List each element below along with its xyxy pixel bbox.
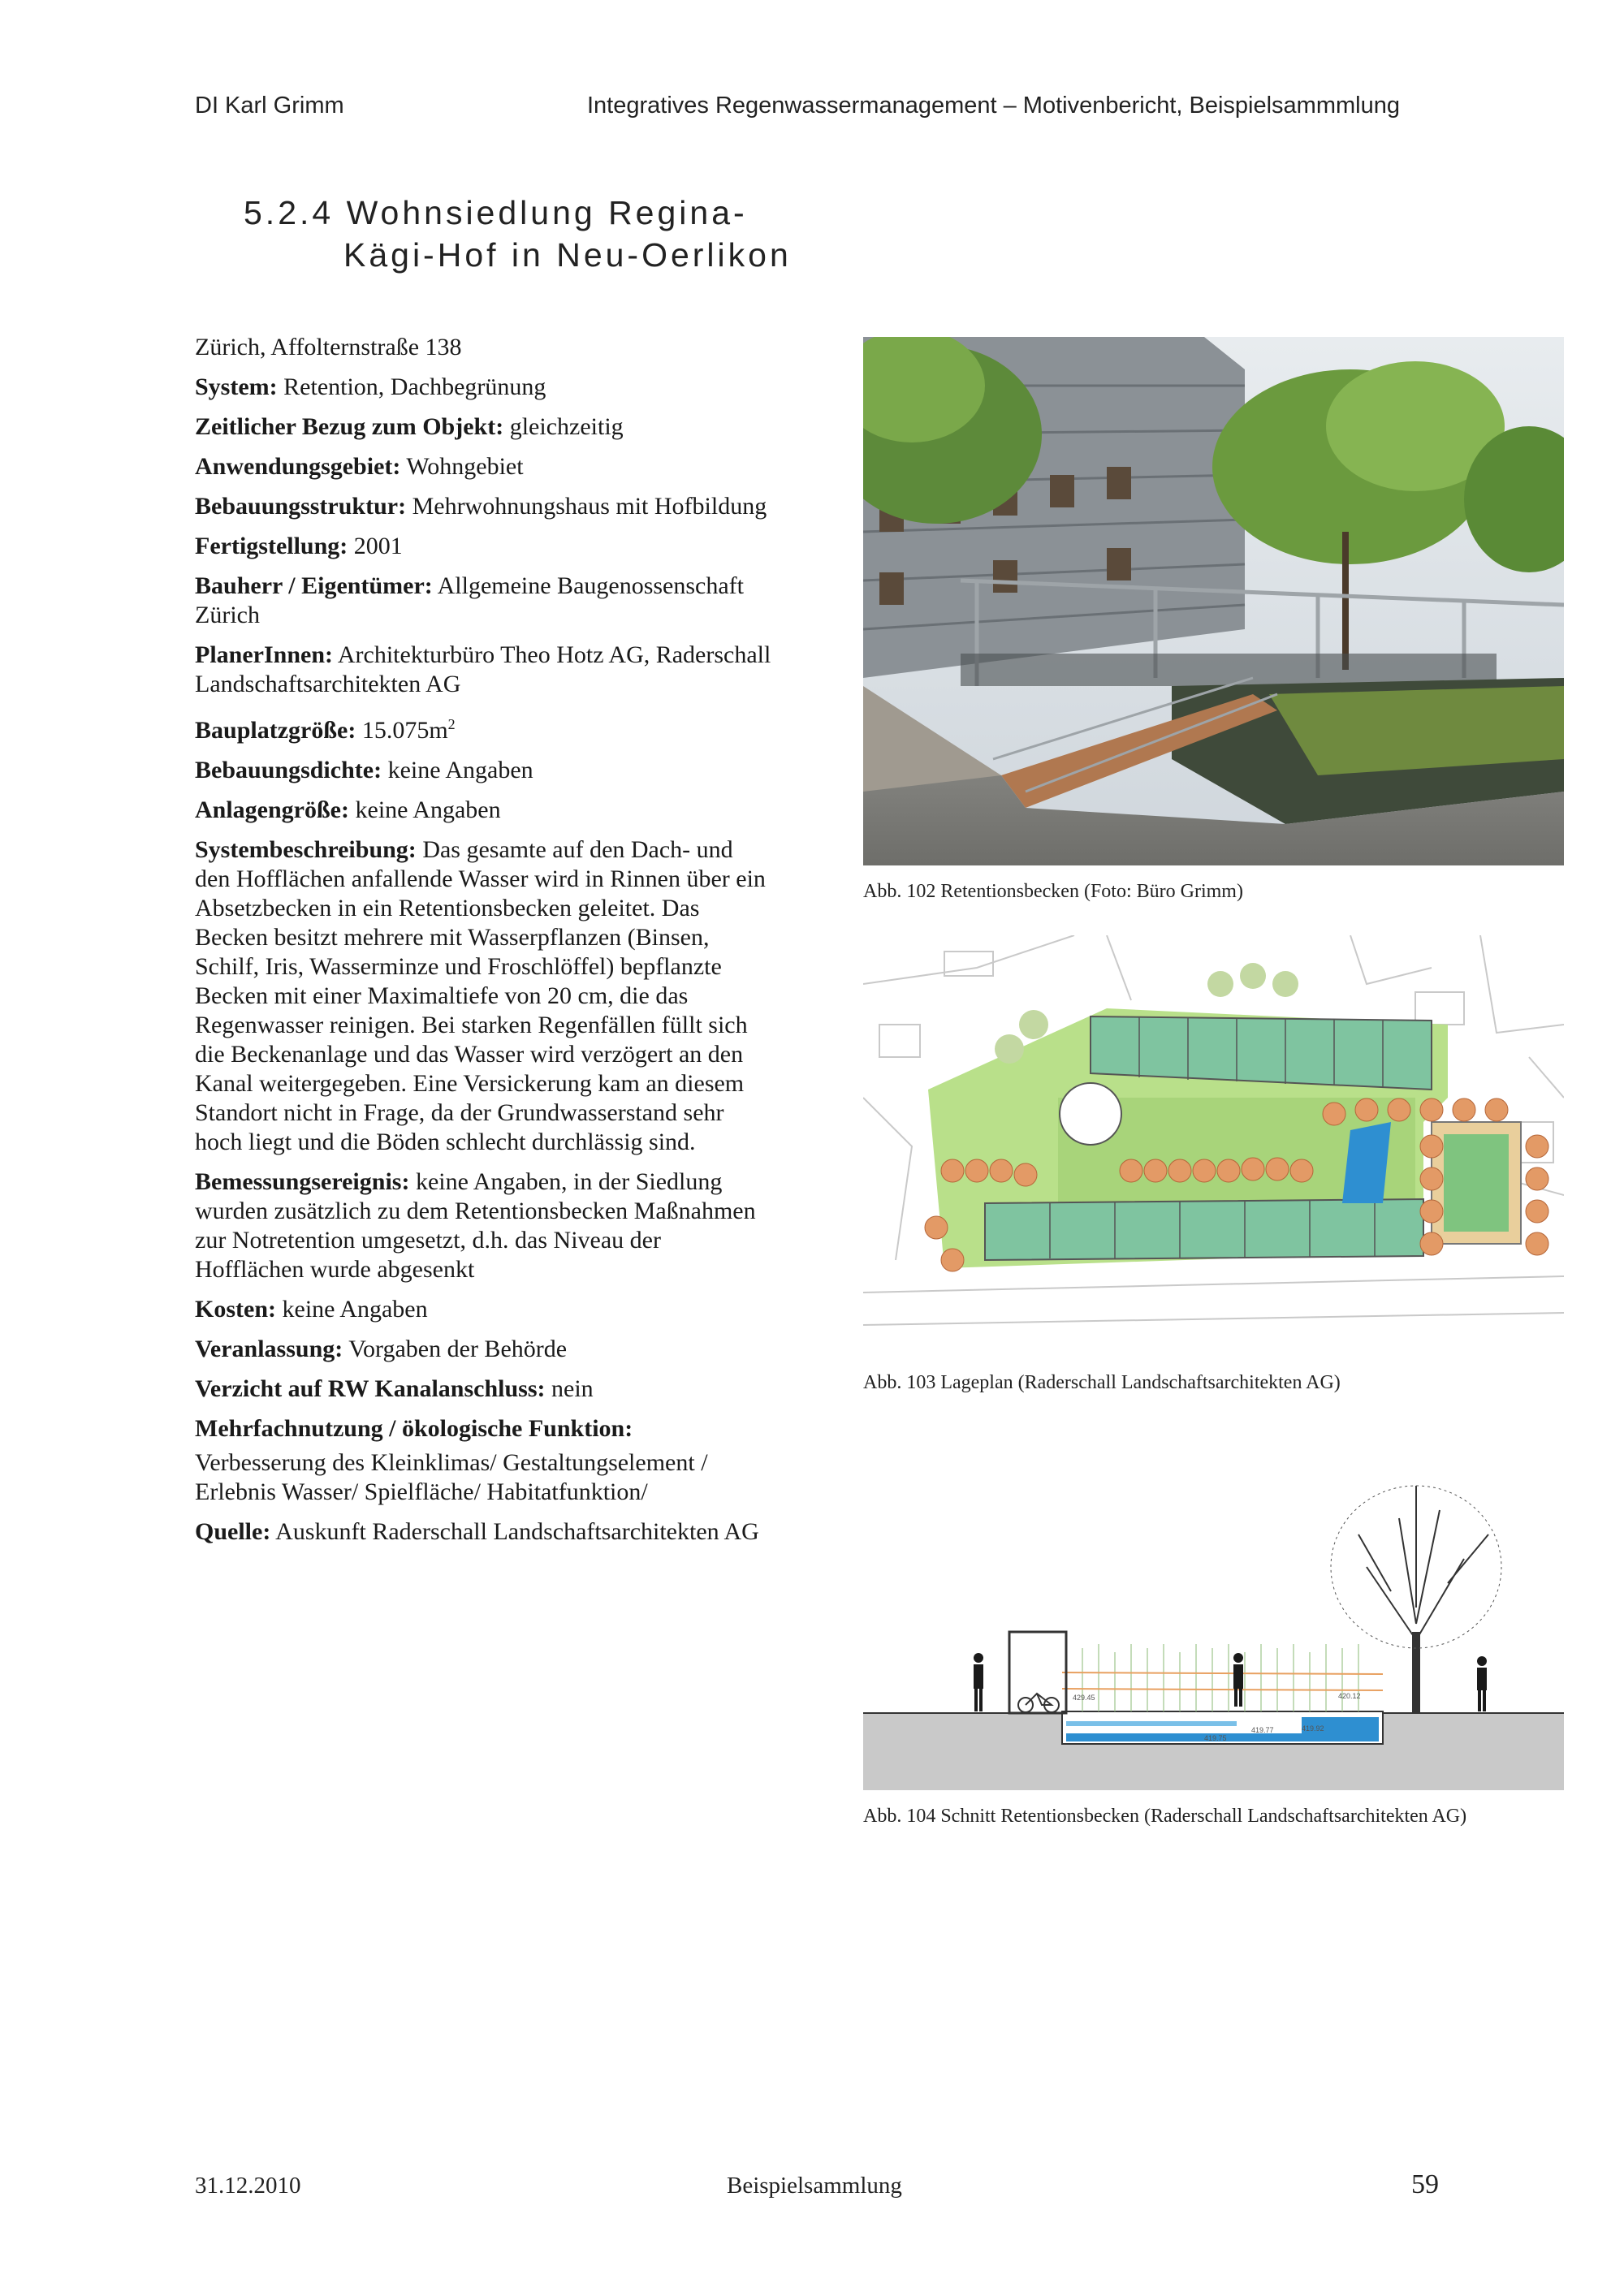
level-label: 419.92 [1302,1724,1324,1733]
anlage-label: Anlagengröße: [195,796,349,823]
verzicht-label: Verzicht auf RW Kanalanschluss: [195,1375,546,1402]
beschr-row [195,835,771,1157]
gebiet-value: Wohngebiet [406,453,524,480]
fertig-row [195,532,771,561]
page-number: 59 [1411,2169,1439,2199]
kosten-row [195,1295,771,1324]
system-row [195,373,771,402]
dichte-value: keine Angaben [387,757,533,783]
gebiet-label: Anwendungsgebiet: [195,453,401,480]
bezug-label: Zeitlicher Bezug zum Objekt: [195,413,504,440]
anlage-row [195,796,771,825]
level-label: 419.75 [1204,1734,1227,1742]
mehrfach-label: Mehrfachnutzung / ökologische Funktion: [195,1415,633,1442]
planer-label: PlanerInnen: [195,641,334,668]
header-doc-title: Integratives Regenwassermanagement – Motivenbericht, Beispielsammmlung [587,93,1400,119]
beschr-value: Das gesamte auf den Dach- und den Hofflächen anfallende Wasser wird in Rinnen über ein Absetzbecken in ein Retentionsbecken geleitet. Das Becken besitzt mehrere mit Wasserpflanzen (Binsen, Schilf, Iris, Wasserminze und Froschlöffel) bepflanzte Becken mit einer Maximaltiefe von 20 cm, die das Regenwasser reinigen. Bei starken Regenfällen füllt sich die Beckenanlage und das Wasser wird verzögert an den Kanal weitergegeben. Eine Versickerung kam an diesem Standort nicht in Frage, da der Grundwasserstand sehr hoch liegt und die Böden schlecht durchlässig sind. [195,836,766,1155]
fertig-label: Fertigstellung: [195,533,348,559]
footer-date: 31.12.2010 [195,2173,301,2199]
mehrfach-row [195,1414,771,1444]
kosten-label: Kosten: [195,1296,276,1323]
anlage-value: keine Angaben [355,796,501,823]
bezug-row [195,412,771,442]
veranl-value: Vorgaben der Behörde [348,1336,568,1362]
fertig-value: 2001 [353,533,403,559]
beschr-label: Systembeschreibung: [195,836,417,863]
kosten-value: keine Angaben [282,1296,428,1323]
basin-section-art [863,1470,1564,1790]
basin-section [863,1470,1564,1790]
planer-value: Architekturbüro Theo Hotz AG, Raderschall Landschaftsarchitekten AG [195,641,771,697]
struktur-row [195,492,771,521]
level-label: 429.45 [1073,1694,1095,1702]
bemess-row [195,1167,771,1284]
section-title-line2: Kägi-Hof in Neu-Oerlikon [343,236,792,274]
bezug-value: gleichzeitig [509,413,624,440]
planer-row [195,641,771,699]
platz-value: 15.075m [361,717,448,744]
platz-sup: 2 [447,716,456,732]
mehrfach-value: Verbesserung des Kleinklimas/ Gestaltungselement / Erlebnis Wasser/ Spielfläche/ Habitatfunktion/ [195,1449,708,1505]
dichte-row [195,756,771,785]
site-plan-art [863,935,1564,1356]
dichte-label: Bebauungsdichte: [195,757,382,783]
site-plan [863,935,1564,1356]
veranl-label: Veranlassung: [195,1336,343,1362]
struktur-value: Mehrwohnungshaus mit Hofbildung [412,493,767,520]
retention-basin-photo [863,337,1564,865]
quelle-value: Auskunft Raderschall Landschaftsarchitekten AG [275,1518,759,1545]
gebiet-row [195,452,771,481]
section-title [244,192,792,276]
quelle-row [195,1517,771,1547]
bauherr-row [195,572,771,630]
header-author: DI Karl Grimm [195,93,344,119]
section-title-line1: 5.2.4 Wohnsiedlung Regina- [244,194,748,231]
struktur-label: Bebauungsstruktur: [195,493,407,520]
quelle-label: Quelle: [195,1518,271,1545]
system-label: System: [195,373,278,400]
fig104-caption: Abb. 104 Schnitt Retentionsbecken (Raderschall Landschaftsarchitekten AG) [863,1806,1467,1827]
platz-row [195,710,771,745]
project-details [195,333,771,1557]
footer-label: Beispielsammlung [727,2173,902,2199]
platz-label: Bauplatzgröße: [195,717,356,744]
system-value: Retention, Dachbegrünung [283,373,546,400]
veranl-row [195,1335,771,1364]
level-label: 420.12 [1338,1692,1361,1700]
level-label: 419.77 [1251,1726,1274,1734]
fig102-caption: Abb. 102 Retentionsbecken (Foto: Büro Grimm) [863,881,1243,902]
bauherr-label: Bauherr / Eigentümer: [195,572,433,599]
bemess-value: keine Angaben, in der Siedlung wurden zusätzlich zu dem Retentionsbecken Maßnahmen zur Notretention umgesetzt, d.h. das Niveau der Hofflächen wurde abgesenkt [195,1168,756,1283]
retention-basin-photo-art [863,337,1564,865]
fig103-caption: Abb. 103 Lageplan (Raderschall Landschaftsarchitekten AG) [863,1372,1341,1393]
bauherr-value: Allgemeine Baugenossenschaft Zürich [195,572,744,628]
verzicht-row [195,1375,771,1404]
address: Zürich, Affolternstraße 138 [195,334,462,360]
bemess-label: Bemessungsereignis: [195,1168,410,1195]
verzicht-value: nein [551,1375,594,1402]
